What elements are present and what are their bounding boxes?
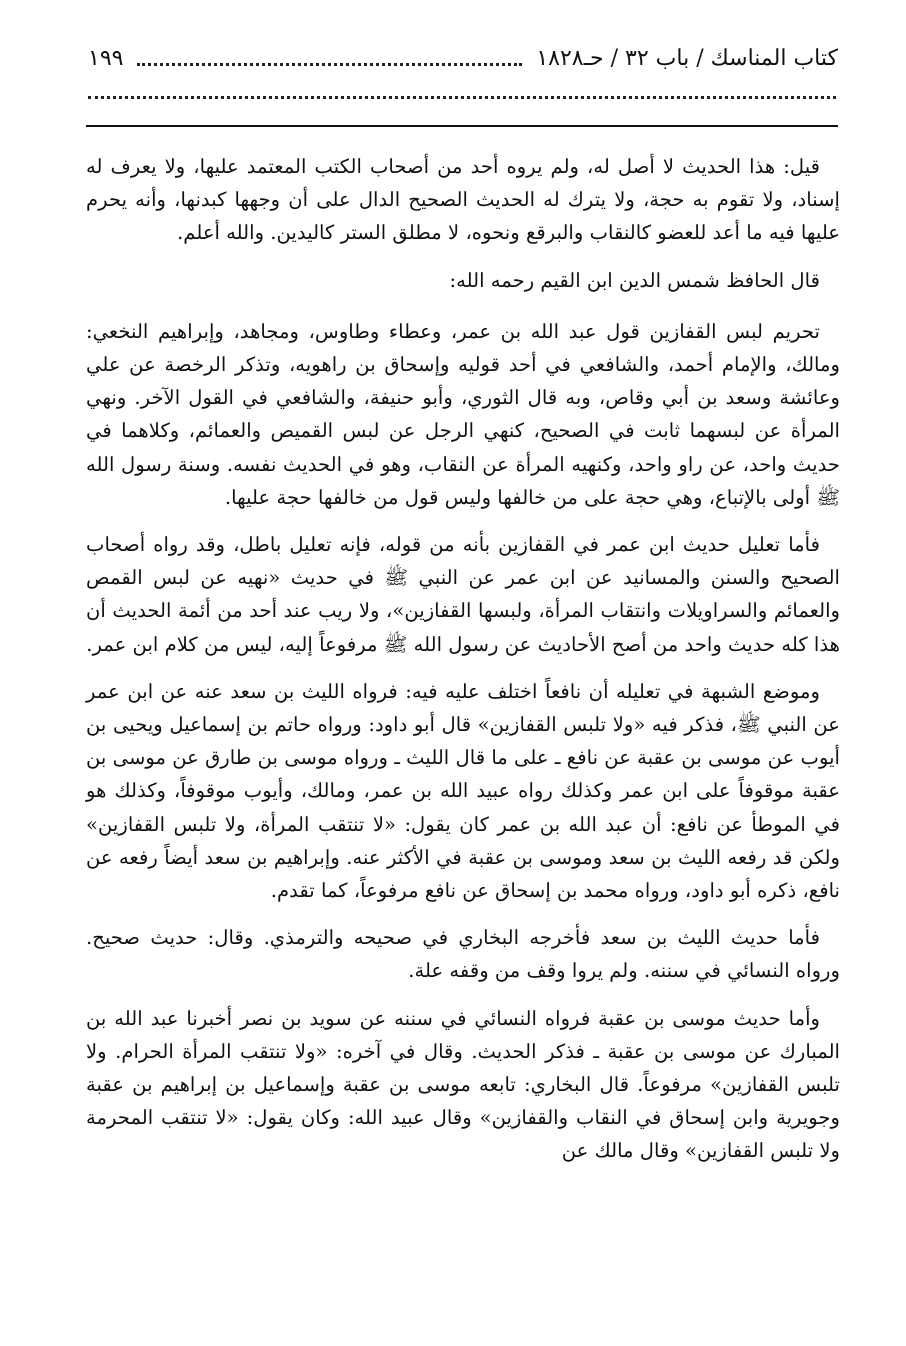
header-rule (86, 125, 838, 127)
running-header (88, 38, 838, 78)
paragraph: تحريم لبس القفازين قول عبد الله بن عمر، وعطاء وطاوس، ومجاهد، وإبراهيم النخعي: ومالك، والإمام أحمد، والشافعي في أحد قوليه وإسحاق بن راهويه، وتذكر الرخصة عن علي وعائشة وسعد بن أبي وقاص، وبه قال الثوري، وأبو حنيفة، والشافعي في القول الآخر. ونهي المرأة عن لبسهما ثابت في الصحيح، كنهي الرجل عن لبس القميص والعمائم، وكلاهما في حديث واحد، عن راو واحد، وكنهيه المرأة عن النقاب، وهو في الحديث نفسه. وسنة رسول الله ﷺ أولى بالإتباع، وهي حجة على من خالفها وليس قول من خالفها حجة عليها. (86, 319, 840, 509)
paragraph: فأما تعليل حديث ابن عمر في القفازين بأنه من قوله، فإنه تعليل باطل، وقد رواه أصحاب الصحيح والسنن والمسانيد عن ابن عمر عن النبي ﷺ في حديث «نهيه عن لبس القمص والعمائم والسراويلات وانتقاب المرأة، ولبسها القفازين»، ولا ريب عند أحد من أئمة الحديث أن هذا كله حديث واحد من أصح الأحاديث عن رسول الله ﷺ مرفوعاً إليه، ليس من كلام ابن عمر. (86, 533, 840, 656)
dotted-divider (88, 96, 836, 99)
paragraph: وأما حديث موسى بن عقبة فرواه النسائي في سننه عن سويد بن نصر أخبرنا عبد الله بن المبارك عن موسى بن عقبة ـ فذكر الحديث. وقال في آخره: «ولا تنتقب المرأة الحرام. ولا تلبس القفازين» مرفوعاً. قال البخاري: تابعه موسى بن عقبة وإسماعيل بن إبراهيم بن عقبة وجويرية وابن إسحاق في النقاب والقفازين» وقال عبيد الله: وكان يقول: «لا تنتقب المحرمة ولا تلبس القفازين» وقال مالك عن (86, 1006, 840, 1163)
paragraph: وموضع الشبهة في تعليله أن نافعاً اختلف عليه فيه: فرواه الليث بن سعد عنه عن ابن عمر عن النبي ﷺ، فذكر فيه «ولا تلبس القفازين» قال أبو داود: ورواه حاتم بن إسماعيل ويحيى بن أيوب عن موسى بن عقبة عن نافع ـ على ما قال الليث ـ ورواه موسى بن طارق عن موسى بن عقبة موقوفاً على ابن عمر وكذلك رواه عبيد الله بن عمر، ومالك، وأيوب موقوفاً، وكذلك هو في الموطأ عن نافع: أن عبد الله بن عمر كان يقول: «لا تنتقب المرأة، ولا تلبس القفازين» ولكن قد رفعه الليث بن سعد وموسى بن عقبة في الأكثر عنه. وإبراهيم بن سعد أيضاً رفعه عن نافع، ذكره أبو داود، ورواه محمد بن إسحاق عن نافع مرفوعاً، كما تقدم. (86, 679, 840, 903)
header-leader-dots (137, 63, 522, 66)
paragraph: قيل: هذا الحديث لا أصل له، ولم يروه أحد من أصحاب الكتب المعتمد عليها، ولا يعرف له إسناد، ولا تقوم به حجة، ولا يترك له الحديث الصحيح الدال على أن وجهها كبدنها، وأنه يحرم عليها فيه ما أعد للعضو كالنقاب والبرقع ونحوه، لا مطلق الستر كاليدين. والله أعلم. (86, 155, 840, 245)
paragraph: فأما حديث الليث بن سعد فأخرجه البخاري في صحيحه والترمذي. وقال: حديث صحيح. ورواه النسائي في سننه. ولم يروا وقف من وقفه علة. (86, 926, 840, 983)
body-text (86, 150, 840, 1182)
running-title: كتاب المناسك / باب ٣٢ / حـ١٨٢٨ (536, 45, 838, 71)
page-number: ١٩٩ (88, 45, 124, 71)
attribution-line: قال الحافظ شمس الدين ابن القيم رحمه الله: (449, 268, 820, 292)
